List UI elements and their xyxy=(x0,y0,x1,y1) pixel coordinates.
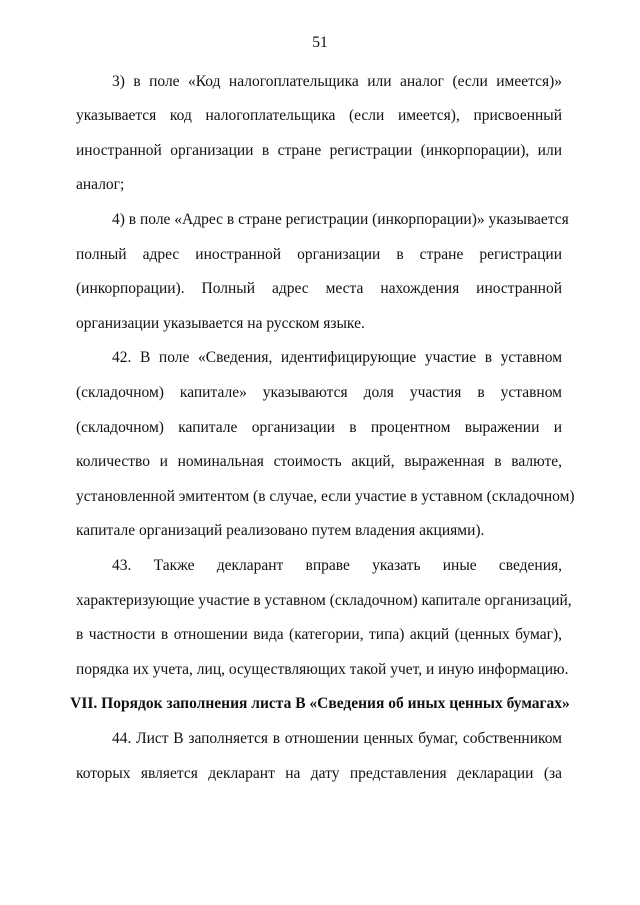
text-line: 4) в поле «Адрес в стране регистрации (инкорпорации)» указывается xyxy=(112,211,569,228)
text-line: характеризующие участие в уставном (складочном) капитале организаций, xyxy=(76,592,572,609)
section-heading: VII. Порядок заполнения листа В «Сведения об иных ценных бумагах» xyxy=(70,695,570,712)
text-line: количество и номинальная стоимость акций, выраженная в валюте, xyxy=(76,453,562,470)
text-line: аналог; xyxy=(76,176,125,193)
text-line: (складочном) капитале организации в процентном выражении и xyxy=(76,419,562,436)
text-line: (складочном) капитале» указываются доля участия в уставном xyxy=(76,384,562,401)
text-line: полный адрес иностранной организации в стране регистрации xyxy=(76,246,562,263)
text-line: 44. Лист В заполняется в отношении ценных бумаг, собственником xyxy=(112,730,562,747)
text-line: капитале организаций реализовано путем владения акциями). xyxy=(76,522,485,539)
page-number: 51 xyxy=(312,34,328,51)
text-line: порядка их учета, лиц, осуществляющих такой учет, и иную информацию. xyxy=(76,661,569,678)
text-line: которых является декларант на дату представления декларации (за xyxy=(76,765,562,782)
text-line: 42. В поле «Сведения, идентифицирующие участие в уставном xyxy=(112,349,562,366)
text-line: иностранной организации в стране регистрации (инкорпорации), или xyxy=(76,142,562,159)
text-line: 3) в поле «Код налогоплательщика или аналог (если имеется)» xyxy=(112,73,562,90)
text-line: установленной эмитентом (в случае, если участие в уставном (складочном) xyxy=(76,488,575,505)
text-line: 43. Также декларант вправе указать иные сведения, xyxy=(112,557,562,574)
text-line: указывается код налогоплательщика (если имеется), присвоенный xyxy=(76,107,562,124)
text-line: (инкорпорации). Полный адрес места нахождения иностранной xyxy=(76,280,562,297)
text-line: в частности в отношении вида (категории, типа) акций (ценных бумаг), xyxy=(76,626,562,643)
text-line: организации указывается на русском языке. xyxy=(76,315,365,332)
